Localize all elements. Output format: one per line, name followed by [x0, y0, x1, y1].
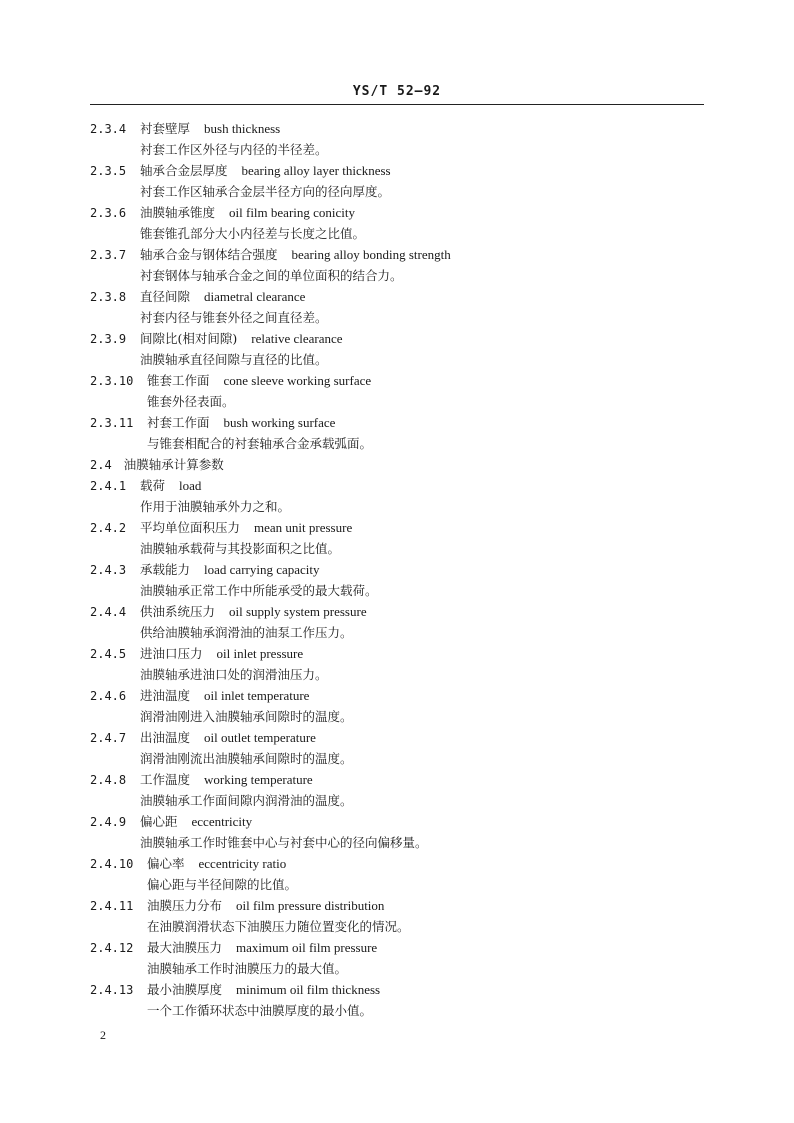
term-number: 2.3.5 [90, 164, 127, 178]
term-number: 2.3.4 [90, 122, 127, 136]
term-number: 2.4.7 [90, 731, 127, 745]
term-english: oil film bearing conicity [229, 205, 356, 220]
term-definition: 一个工作循环状态中油膜厚度的最小值。 [147, 1003, 373, 1018]
term-english: oil inlet pressure [216, 646, 304, 661]
term-english: eccentricity [191, 814, 253, 829]
term-entry [90, 601, 704, 643]
term-chinese: 偏心率 [147, 856, 185, 871]
term-definition: 锥套锥孔部分大小内径差与长度之比值。 [140, 226, 366, 241]
term-number: 2.4.8 [90, 773, 127, 787]
term-number: 2.3.6 [90, 206, 127, 220]
term-entry [90, 160, 704, 202]
term-entry [90, 937, 704, 979]
term-entry [90, 286, 704, 328]
term-chinese: 直径间隙 [140, 289, 191, 304]
term-definition: 衬套钢体与轴承合金之间的单位面积的结合力。 [140, 268, 403, 283]
term-chinese: 间隙比(相对间隙) [140, 331, 238, 346]
term-entry [90, 559, 704, 601]
term-definition: 油膜轴承工作面间隙内润滑油的温度。 [140, 793, 353, 808]
term-entry [90, 370, 704, 412]
term-definition: 衬套内径与锥套外径之间直径差。 [140, 310, 328, 325]
term-english: cone sleeve working surface [223, 373, 372, 388]
term-definition: 偏心距与半径间隙的比值。 [147, 877, 298, 892]
term-english: oil outlet temperature [204, 730, 316, 745]
term-english: oil inlet temperature [204, 688, 310, 703]
term-chinese: 油膜压力分布 [147, 898, 223, 913]
term-number: 2.3.11 [90, 416, 134, 430]
term-english: working temperature [204, 772, 313, 787]
term-chinese: 锥套工作面 [147, 373, 210, 388]
term-definition: 油膜轴承正常工作中所能承受的最大载荷。 [140, 583, 378, 598]
term-number: 2.4.5 [90, 647, 127, 661]
section-heading [90, 454, 704, 475]
term-english: oil film pressure distribution [236, 898, 385, 913]
term-english: bush working surface [223, 415, 336, 430]
term-number: 2.4.4 [90, 605, 127, 619]
term-chinese: 最小油膜厚度 [147, 982, 223, 997]
term-english: maximum oil film pressure [236, 940, 378, 955]
term-list [90, 118, 704, 1021]
term-english: relative clearance [251, 331, 343, 346]
term-entry [90, 517, 704, 559]
term-definition: 衬套工作区外径与内径的半径差。 [140, 142, 328, 157]
term-entry [90, 412, 704, 454]
term-chinese: 进油口压力 [140, 646, 203, 661]
term-chinese: 出油温度 [140, 730, 191, 745]
term-chinese: 平均单位面积压力 [140, 520, 241, 535]
term-entry [90, 118, 704, 160]
term-number: 2.4.11 [90, 899, 134, 913]
term-english: load [179, 478, 202, 493]
term-english: mean unit pressure [254, 520, 353, 535]
section-number: 2.4 [90, 458, 112, 472]
term-definition: 油膜轴承工作时油膜压力的最大值。 [147, 961, 348, 976]
term-english: bush thickness [204, 121, 281, 136]
document-code: YS/T 52—92 [352, 84, 442, 99]
term-number: 2.4.10 [90, 857, 134, 871]
term-chinese: 轴承合金与钢体结合强度 [140, 247, 278, 262]
term-chinese: 载荷 [140, 478, 166, 493]
term-chinese: 衬套壁厚 [140, 121, 191, 136]
term-english: minimum oil film thickness [236, 982, 381, 997]
term-english: bearing alloy bonding strength [291, 247, 451, 262]
term-number: 2.4.2 [90, 521, 127, 535]
term-chinese: 最大油膜压力 [147, 940, 223, 955]
term-english: diametral clearance [204, 289, 306, 304]
term-definition: 在油膜润滑状态下油膜压力随位置变化的情况。 [147, 919, 410, 934]
term-definition: 与锥套相配合的衬套轴承合金承载弧面。 [147, 436, 373, 451]
term-definition: 油膜轴承工作时锥套中心与衬套中心的径向偏移量。 [140, 835, 428, 850]
term-chinese: 承载能力 [140, 562, 191, 577]
term-number: 2.4.1 [90, 479, 127, 493]
term-number: 2.4.3 [90, 563, 127, 577]
term-definition: 油膜轴承载荷与其投影面积之比值。 [140, 541, 341, 556]
term-entry [90, 769, 704, 811]
term-chinese: 供油系统压力 [140, 604, 216, 619]
section-title: 油膜轴承计算参数 [123, 457, 224, 472]
term-definition: 油膜轴承进油口处的润滑油压力。 [140, 667, 328, 682]
term-chinese: 进油温度 [140, 688, 191, 703]
term-entry [90, 727, 704, 769]
term-entry [90, 811, 704, 853]
header-rule [90, 104, 704, 105]
term-english: eccentricity ratio [198, 856, 287, 871]
term-entry [90, 244, 704, 286]
term-chinese: 油膜轴承锥度 [140, 205, 216, 220]
term-number: 2.3.10 [90, 374, 134, 388]
term-chinese: 衬套工作面 [147, 415, 210, 430]
term-definition: 供给油膜轴承润滑油的油泵工作压力。 [140, 625, 353, 640]
term-chinese: 工作温度 [140, 772, 191, 787]
term-entry [90, 853, 704, 895]
term-chinese: 偏心距 [140, 814, 178, 829]
term-entry [90, 895, 704, 937]
term-definition: 润滑油刚进入油膜轴承间隙时的温度。 [140, 709, 353, 724]
term-english: load carrying capacity [204, 562, 320, 577]
page-number: 2 [100, 1028, 106, 1042]
term-number: 2.3.8 [90, 290, 127, 304]
term-number: 2.4.6 [90, 689, 127, 703]
term-number: 2.4.9 [90, 815, 127, 829]
term-number: 2.4.12 [90, 941, 134, 955]
term-english: bearing alloy layer thickness [241, 163, 391, 178]
term-entry [90, 685, 704, 727]
term-entry [90, 475, 704, 517]
term-entry [90, 202, 704, 244]
term-number: 2.3.9 [90, 332, 127, 346]
term-definition: 润滑油刚流出油膜轴承间隙时的温度。 [140, 751, 353, 766]
term-number: 2.4.13 [90, 983, 134, 997]
term-entry [90, 328, 704, 370]
term-english: oil supply system pressure [229, 604, 367, 619]
term-entry [90, 979, 704, 1021]
term-definition: 油膜轴承直径间隙与直径的比值。 [140, 352, 328, 367]
term-definition: 衬套工作区轴承合金层半径方向的径向厚度。 [140, 184, 391, 199]
term-definition: 锥套外径表面。 [147, 394, 235, 409]
term-definition: 作用于油膜轴承外力之和。 [140, 499, 291, 514]
term-entry [90, 643, 704, 685]
term-chinese: 轴承合金层厚度 [140, 163, 228, 178]
term-number: 2.3.7 [90, 248, 127, 262]
